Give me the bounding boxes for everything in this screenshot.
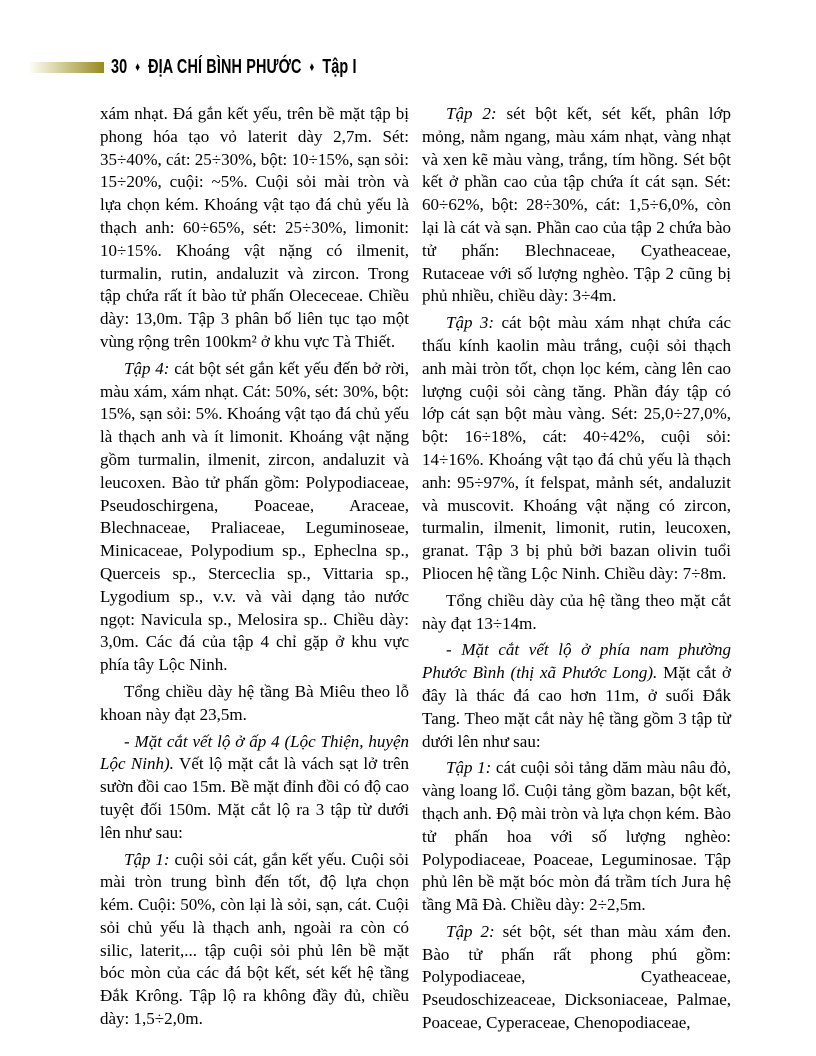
volume-label: Tập I [322,55,357,78]
text-segment: cát bột sét gắn kết yếu đến bở rời, màu xám, xám nhạt. Cát: 50%, sét: 30%, bột: 15%, sạn sỏi: 5%. Khoáng vật tạo đá chủ yếu là thạch anh và ít limonit. Khoáng vật nặng gồm turmalin, ilmenit, zircon, andaluzit và leucoxen. Bào tử phấn gồm: Polypodiaceae, Pseudoschirgena, Poaceae, Araceae, Blechnaceae, Praliaceae, Leguminoseae, Minicaceae, Polypodium sp., Epheclna sp., Querceis sp., Sterceclia sp., Vittaria sp., Lygodium sp., v.v. và vài dạng tảo nước ngọt: Navicula sp., Melosira sp.. Chiều dày: 3,0m. Các đá của tập 4 chỉ gặp ở khu vực phía tây Lộc Ninh. [100,358,409,675]
column-right [422,103,731,1039]
text-segment: cuội sỏi cát, gắn kết yếu. Cuội sỏi mài tròn trung bình đến tốt, độ lựa chọn kém. Cuội: 50%, còn lại là sỏi, sạn, cát. Cuội sỏi chủ yếu là thạch anh, ngoài ra còn có silic, laterit,... tập cuội sỏi phủ lên bề mặt bóc mòn của các đá bột kết, sét kết hệ tầng Đắk Krông. Tập lộ ra không đầy đủ, chiều dày: 1,5÷2,0m. [100,849,409,1029]
text-segment-italic: Tập 2: [446,921,495,941]
paragraph [100,849,409,1031]
text-segment: cát bột màu xám nhạt chứa các thấu kính kaolin màu trắng, cuội sỏi thạch anh mài tròn tốt, chọn lọc kém, càng lên cao lượng cuội sỏi càng tăng. Phần đáy tập có lớp cát sạn bột màu vàng. Sét: 25,0÷27,0%, bột: 16÷18%, cát: 40÷42%, cuội sỏi: 14÷16%. Khoáng vật tạo đá chủ yếu là thạch anh: 95÷97%, ít felspat, mảnh sét, andaluzit và muscovit. Khoáng vật nặng có zircon, turmalin, ilmenit, limonit, rutin, leucoxen, granat. Tập 3 bị phủ bởi bazan olivin tuổi Pliocen hệ tầng Lộc Ninh. Chiều dày: 7÷8m. [422,313,731,583]
text-segment-italic: Tập 1: [446,758,492,778]
paragraph [100,358,409,677]
text-segment-italic: Tập 4: [124,358,170,378]
paragraph [422,103,731,308]
text-segment: sét bột, sét than màu xám đen. Bào tử phấn rất phong phú gồm: Polypodiaceae, Cyatheaceae, Pseudoschizeaceae, Dicksoniaceae, Palmae, Poaceae, Cyperaceae, Chenopodiaceae, [422,921,731,1033]
paragraph [422,639,731,753]
page-header [30,56,452,78]
text-segment: sét bột kết, sét kết, phân lớp mỏng, nằm ngang, màu xám nhạt, vàng nhạt và xen kẽ màu vàng, trắng, tím hồng. Sét bột kết ở phần cao của tập chứa ít cát sạn. Sét: 60÷62%, bột: 28÷30%, cát: 1,5÷6,0%, còn lại là cát và sạn. Phần cao của tập 2 chứa bào tử phấn: Blechnaceae, Cyatheaceae, Rutaceae với số lượng nghèo. Tập 2 cũng bị phủ nhiều, chiều dày: 3÷4m. [422,104,731,306]
column-left [100,103,409,1039]
text-segment-italic: Tập 1: [124,849,170,869]
book-title: ĐỊA CHÍ BÌNH PHƯỚC [148,55,302,78]
text-columns [100,103,731,1039]
text-segment-italic: - Mặt cắt vết lộ ở ấp 4 (Lộc Thiện, huyện Lộc Ninh). [100,731,409,774]
text-segment: Tổng chiều dày của hệ tầng theo mặt cắt này đạt 13÷14m. [422,590,731,633]
text-segment: xám nhạt. Đá gắn kết yếu, trên bề mặt tập bị phong hóa tạo vỏ laterit dày 2,7m. Sét: 35÷40%, cát: 25÷30%, bột: 10÷15%, sạn sỏi: 15÷20%, cuội: ~5%. Cuội sỏi mài tròn và lựa chọn kém. Khoáng vật tạo đá chủ yếu là thạch anh: 60÷65%, sét: 25÷30%, limonit: 10÷15%. Khoáng vật nặng có ilmenit, turmalin, rutin, andaluzit và zircon. Trong tập chứa rất ít bào tử phấn Olececeae. Chiều dày: 13,0m. Tập 3 phân bố liên tục tạo một vùng rộng trên 100km² ở khu vực Tà Thiết. [100,104,409,351]
text-segment-italic: - Mặt cắt vết lộ ở phía nam phường Phước Bình (thị xã Phước Long). [422,640,731,683]
paragraph [100,103,409,354]
text-segment: Tổng chiều dày hệ tầng Bà Miêu theo lỗ khoan này đạt 23,5m. [100,681,409,724]
header-gradient-bar [30,62,104,73]
diamond-separator-icon: ♦ [135,58,141,74]
text-segment-italic: Tập 3: [446,313,495,333]
text-segment: Mặt cắt ở đây là thác đá cao hơn 11m, ở suối Đắk Tang. Theo mặt cắt này hệ tầng gồm 3 tập từ dưới lên như sau: [422,663,731,751]
header-text [111,56,357,79]
paragraph [422,312,731,586]
paragraph [422,590,731,636]
paragraph [422,757,731,917]
paragraph [100,731,409,845]
paragraph [422,921,731,1035]
page-number: 30 [111,55,128,78]
text-segment: cát cuội sỏi tảng dăm màu nâu đỏ, vàng loang lổ. Cuội tảng gồm bazan, bột kết, thạch anh. Độ mài tròn và lựa chọn kém. Bào tử phấn hoa với số lượng nghèo: Polypodiaceae, Poaceae, Leguminosae. Tập phủ lên bề mặt bóc mòn đá trầm tích Jura hệ tầng Mã Đà. Chiều dày: 2÷2,5m. [422,758,731,915]
text-segment-italic: Tập 2: [446,104,497,123]
diamond-separator-icon: ♦ [309,58,315,74]
paragraph [100,681,409,727]
text-segment: Vết lộ mặt cắt là vách sạt lở trên sườn đồi cao 15m. Bề mặt đỉnh đồi có độ cao tuyệt đối 150m. Mặt cắt lộ ra 3 tập từ dưới lên như sau: [100,754,409,842]
